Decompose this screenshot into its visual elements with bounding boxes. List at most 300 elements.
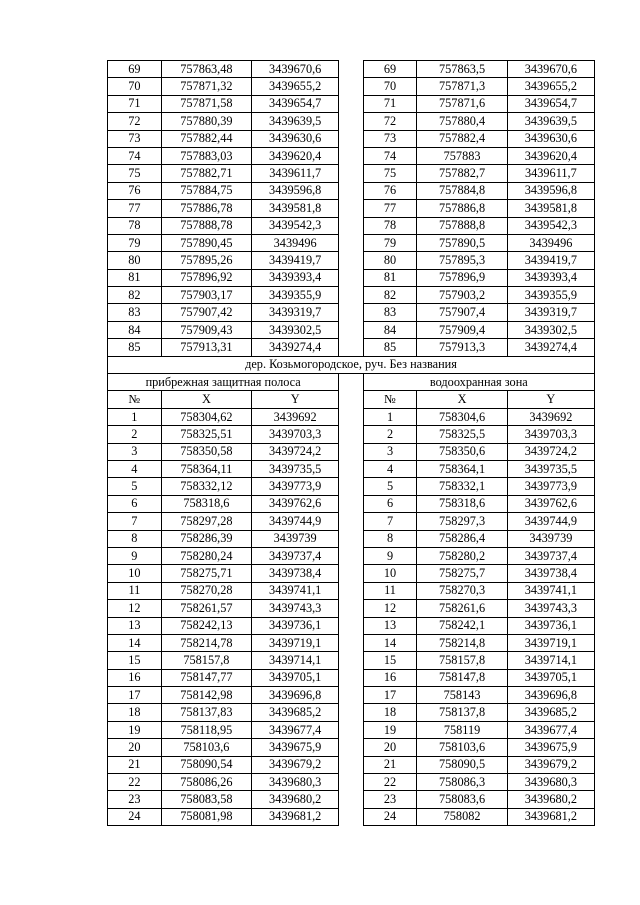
left-point-number-cell: 12	[108, 600, 162, 617]
right-y-coordinate-cell: 3439654,7	[507, 95, 594, 112]
right-point-number-cell: 1	[363, 408, 417, 425]
gap-cell	[339, 582, 363, 599]
gap-cell	[339, 687, 363, 704]
left-y-coordinate-cell: 3439319,7	[252, 304, 339, 321]
left-point-number-cell: 72	[108, 113, 162, 130]
table-row	[108, 130, 595, 147]
left-point-number-cell: 17	[108, 687, 162, 704]
gap-cell	[339, 791, 363, 808]
left-point-number-cell: 77	[108, 200, 162, 217]
left-y-coordinate-cell: 3439741,1	[252, 582, 339, 599]
left-y-coordinate-cell: 3439496	[252, 234, 339, 251]
right-point-number-cell: 69	[363, 61, 417, 78]
left-x-coordinate-cell: 758261,57	[161, 600, 251, 617]
left-point-number-cell: 16	[108, 669, 162, 686]
right-x-coordinate-cell: 758157,8	[417, 652, 507, 669]
right-y-coordinate-cell: 3439355,9	[507, 287, 594, 304]
right-x-coordinate-cell: 758270,3	[417, 582, 507, 599]
left-y-coordinate-cell: 3439719,1	[252, 634, 339, 651]
right-zone-title: водоохранная зона	[363, 374, 594, 391]
left-y-coordinate-cell: 3439655,2	[252, 78, 339, 95]
right-x-coordinate-cell: 757884,8	[417, 182, 507, 199]
right-point-number-cell: 8	[363, 530, 417, 547]
table-row	[108, 652, 595, 669]
left-x-coordinate-cell: 758214,78	[161, 634, 251, 651]
right-x-coordinate-cell: 757903,2	[417, 287, 507, 304]
right-y-coordinate-cell: 3439744,9	[507, 513, 594, 530]
right-point-number-cell: 6	[363, 495, 417, 512]
gap-cell	[339, 217, 363, 234]
left-y-coordinate-cell: 3439736,1	[252, 617, 339, 634]
table-row	[108, 321, 595, 338]
right-x-coordinate-cell: 757880,4	[417, 113, 507, 130]
section-1-body	[108, 61, 595, 357]
table-row	[108, 304, 595, 321]
left-y-coordinate-cell: 3439596,8	[252, 182, 339, 199]
right-y-coordinate-cell: 3439274,4	[507, 339, 594, 356]
left-y-coordinate-cell: 3439670,6	[252, 61, 339, 78]
left-point-number-cell: 74	[108, 147, 162, 164]
right-point-number-cell: 14	[363, 634, 417, 651]
left-point-number-cell: 76	[108, 182, 162, 199]
right-x-coordinate-cell: 757886,8	[417, 200, 507, 217]
right-point-number-cell: 83	[363, 304, 417, 321]
right-point-number-cell: 3	[363, 443, 417, 460]
right-y-coordinate-cell: 3439773,9	[507, 478, 594, 495]
right-x-coordinate-cell: 758090,5	[417, 756, 507, 773]
gap-cell	[339, 252, 363, 269]
right-x-coordinate-cell: 757913,3	[417, 339, 507, 356]
right-x-coordinate-cell: 757896,9	[417, 269, 507, 286]
right-point-number-cell: 79	[363, 234, 417, 251]
left-x-coordinate-cell: 758275,71	[161, 565, 251, 582]
right-y-coordinate-cell: 3439738,4	[507, 565, 594, 582]
left-point-number-cell: 20	[108, 739, 162, 756]
left-x-coordinate-cell: 758118,95	[161, 721, 251, 738]
right-x-coordinate-cell: 758137,8	[417, 704, 507, 721]
gap-cell	[339, 547, 363, 564]
left-x-coordinate-cell: 758147,77	[161, 669, 251, 686]
left-y-coordinate-cell: 3439744,9	[252, 513, 339, 530]
left-x-coordinate-cell: 758286,39	[161, 530, 251, 547]
left-y-coordinate-cell: 3439738,4	[252, 565, 339, 582]
gap-cell	[339, 617, 363, 634]
header-y-right: Y	[507, 391, 594, 408]
left-x-coordinate-cell: 758242,13	[161, 617, 251, 634]
gap-cell	[339, 200, 363, 217]
left-y-coordinate-cell: 3439681,2	[252, 808, 339, 825]
table-row	[108, 808, 595, 825]
table-row	[108, 791, 595, 808]
right-x-coordinate-cell: 758304,6	[417, 408, 507, 425]
right-point-number-cell: 17	[363, 687, 417, 704]
right-x-coordinate-cell: 758214,8	[417, 634, 507, 651]
left-y-coordinate-cell: 3439393,4	[252, 269, 339, 286]
left-x-coordinate-cell: 757883,03	[161, 147, 251, 164]
right-y-coordinate-cell: 3439319,7	[507, 304, 594, 321]
left-x-coordinate-cell: 757913,31	[161, 339, 251, 356]
gap-cell	[339, 287, 363, 304]
table-row	[108, 617, 595, 634]
right-y-coordinate-cell: 3439762,6	[507, 495, 594, 512]
zone-title-row	[108, 374, 595, 391]
section-title-row	[108, 356, 595, 373]
right-y-coordinate-cell: 3439581,8	[507, 200, 594, 217]
left-point-number-cell: 9	[108, 547, 162, 564]
left-point-number-cell: 19	[108, 721, 162, 738]
table-row	[108, 182, 595, 199]
gap-cell	[339, 669, 363, 686]
header-y-left: Y	[252, 391, 339, 408]
right-x-coordinate-cell: 757871,3	[417, 78, 507, 95]
left-y-coordinate-cell: 3439274,4	[252, 339, 339, 356]
left-x-coordinate-cell: 758325,51	[161, 426, 251, 443]
left-x-coordinate-cell: 758083,58	[161, 791, 251, 808]
right-x-coordinate-cell: 758103,6	[417, 739, 507, 756]
left-x-coordinate-cell: 758280,24	[161, 547, 251, 564]
gap-cell	[339, 704, 363, 721]
left-point-number-cell: 1	[108, 408, 162, 425]
gap-cell	[339, 478, 363, 495]
gap-cell	[339, 269, 363, 286]
left-y-coordinate-cell: 3439724,2	[252, 443, 339, 460]
left-y-coordinate-cell: 3439620,4	[252, 147, 339, 164]
right-x-coordinate-cell: 757883	[417, 147, 507, 164]
table-row	[108, 669, 595, 686]
right-x-coordinate-cell: 758147,8	[417, 669, 507, 686]
left-x-coordinate-cell: 757880,39	[161, 113, 251, 130]
right-point-number-cell: 82	[363, 287, 417, 304]
gap-cell	[339, 756, 363, 773]
right-point-number-cell: 20	[363, 739, 417, 756]
gap-cell	[339, 808, 363, 825]
left-point-number-cell: 73	[108, 130, 162, 147]
right-point-number-cell: 11	[363, 582, 417, 599]
right-y-coordinate-cell: 3439737,4	[507, 547, 594, 564]
table-row	[108, 408, 595, 425]
right-y-coordinate-cell: 3439703,3	[507, 426, 594, 443]
right-x-coordinate-cell: 757888,8	[417, 217, 507, 234]
right-point-number-cell: 12	[363, 600, 417, 617]
right-point-number-cell: 18	[363, 704, 417, 721]
left-point-number-cell: 5	[108, 478, 162, 495]
left-point-number-cell: 6	[108, 495, 162, 512]
right-y-coordinate-cell: 3439680,3	[507, 774, 594, 791]
left-y-coordinate-cell: 3439611,7	[252, 165, 339, 182]
right-x-coordinate-cell: 757882,7	[417, 165, 507, 182]
left-y-coordinate-cell: 3439685,2	[252, 704, 339, 721]
header-num-left: №	[108, 391, 162, 408]
right-point-number-cell: 24	[363, 808, 417, 825]
right-x-coordinate-cell: 758364,1	[417, 460, 507, 477]
right-x-coordinate-cell: 757882,4	[417, 130, 507, 147]
left-y-coordinate-cell: 3439705,1	[252, 669, 339, 686]
left-point-number-cell: 83	[108, 304, 162, 321]
left-x-coordinate-cell: 758304,62	[161, 408, 251, 425]
right-point-number-cell: 76	[363, 182, 417, 199]
left-point-number-cell: 78	[108, 217, 162, 234]
table-row	[108, 513, 595, 530]
right-y-coordinate-cell: 3439677,4	[507, 721, 594, 738]
left-y-coordinate-cell: 3439680,2	[252, 791, 339, 808]
gap-cell	[339, 652, 363, 669]
right-x-coordinate-cell: 758297,3	[417, 513, 507, 530]
table-row	[108, 600, 595, 617]
left-y-coordinate-cell: 3439355,9	[252, 287, 339, 304]
left-x-coordinate-cell: 758364,11	[161, 460, 251, 477]
gap-cell	[339, 565, 363, 582]
table-row	[108, 565, 595, 582]
left-y-coordinate-cell: 3439735,5	[252, 460, 339, 477]
right-y-coordinate-cell: 3439655,2	[507, 78, 594, 95]
left-point-number-cell: 13	[108, 617, 162, 634]
table-row	[108, 634, 595, 651]
gap-cell	[339, 78, 363, 95]
right-point-number-cell: 10	[363, 565, 417, 582]
gap-cell	[339, 600, 363, 617]
right-point-number-cell: 13	[363, 617, 417, 634]
left-y-coordinate-cell: 3439696,8	[252, 687, 339, 704]
right-point-number-cell: 9	[363, 547, 417, 564]
right-point-number-cell: 85	[363, 339, 417, 356]
right-point-number-cell: 19	[363, 721, 417, 738]
gap-cell	[339, 304, 363, 321]
table-row	[108, 339, 595, 356]
right-y-coordinate-cell: 3439639,5	[507, 113, 594, 130]
left-point-number-cell: 15	[108, 652, 162, 669]
gap-cell	[339, 374, 363, 391]
left-point-number-cell: 4	[108, 460, 162, 477]
right-y-coordinate-cell: 3439679,2	[507, 756, 594, 773]
left-x-coordinate-cell: 758142,98	[161, 687, 251, 704]
right-point-number-cell: 80	[363, 252, 417, 269]
gap-cell	[339, 530, 363, 547]
gap-cell	[339, 460, 363, 477]
gap-cell	[339, 234, 363, 251]
left-point-number-cell: 85	[108, 339, 162, 356]
left-x-coordinate-cell: 757903,17	[161, 287, 251, 304]
right-y-coordinate-cell: 3439419,7	[507, 252, 594, 269]
right-point-number-cell: 70	[363, 78, 417, 95]
left-x-coordinate-cell: 758137,83	[161, 704, 251, 721]
left-y-coordinate-cell: 3439679,2	[252, 756, 339, 773]
left-y-coordinate-cell: 3439692	[252, 408, 339, 425]
gap-cell	[339, 130, 363, 147]
left-x-coordinate-cell: 757882,44	[161, 130, 251, 147]
table-row	[108, 234, 595, 251]
right-point-number-cell: 21	[363, 756, 417, 773]
left-x-coordinate-cell: 758297,28	[161, 513, 251, 530]
right-x-coordinate-cell: 757871,6	[417, 95, 507, 112]
left-x-coordinate-cell: 757886,78	[161, 200, 251, 217]
left-y-coordinate-cell: 3439737,4	[252, 547, 339, 564]
right-y-coordinate-cell: 3439696,8	[507, 687, 594, 704]
left-point-number-cell: 14	[108, 634, 162, 651]
right-x-coordinate-cell: 758261,6	[417, 600, 507, 617]
left-point-number-cell: 80	[108, 252, 162, 269]
table-row	[108, 287, 595, 304]
left-point-number-cell: 70	[108, 78, 162, 95]
table-row	[108, 687, 595, 704]
gap-cell	[339, 61, 363, 78]
left-point-number-cell: 81	[108, 269, 162, 286]
gap-cell	[339, 321, 363, 338]
header-num-right: №	[363, 391, 417, 408]
right-point-number-cell: 72	[363, 113, 417, 130]
right-x-coordinate-cell: 758350,6	[417, 443, 507, 460]
left-point-number-cell: 18	[108, 704, 162, 721]
left-point-number-cell: 8	[108, 530, 162, 547]
right-y-coordinate-cell: 3439681,2	[507, 808, 594, 825]
right-x-coordinate-cell: 758318,6	[417, 495, 507, 512]
left-point-number-cell: 23	[108, 791, 162, 808]
right-y-coordinate-cell: 3439620,4	[507, 147, 594, 164]
right-x-coordinate-cell: 758082	[417, 808, 507, 825]
left-point-number-cell: 7	[108, 513, 162, 530]
right-y-coordinate-cell: 3439670,6	[507, 61, 594, 78]
right-x-coordinate-cell: 757907,4	[417, 304, 507, 321]
left-x-coordinate-cell: 757863,48	[161, 61, 251, 78]
left-y-coordinate-cell: 3439762,6	[252, 495, 339, 512]
section-2-header	[108, 356, 595, 408]
left-x-coordinate-cell: 758157,8	[161, 652, 251, 669]
right-y-coordinate-cell: 3439692	[507, 408, 594, 425]
left-point-number-cell: 84	[108, 321, 162, 338]
table-row	[108, 200, 595, 217]
left-y-coordinate-cell: 3439743,3	[252, 600, 339, 617]
right-point-number-cell: 73	[363, 130, 417, 147]
left-y-coordinate-cell: 3439703,3	[252, 426, 339, 443]
left-y-coordinate-cell: 3439654,7	[252, 95, 339, 112]
left-point-number-cell: 11	[108, 582, 162, 599]
right-y-coordinate-cell: 3439596,8	[507, 182, 594, 199]
gap-cell	[339, 721, 363, 738]
gap-cell	[339, 165, 363, 182]
right-x-coordinate-cell: 758286,4	[417, 530, 507, 547]
table-row	[108, 269, 595, 286]
gap-cell	[339, 443, 363, 460]
header-x-right: X	[417, 391, 507, 408]
right-point-number-cell: 81	[363, 269, 417, 286]
left-x-coordinate-cell: 757895,26	[161, 252, 251, 269]
table-row	[108, 460, 595, 477]
left-zone-title: прибрежная защитная полоса	[108, 374, 339, 391]
left-x-coordinate-cell: 758350,58	[161, 443, 251, 460]
gap-cell	[339, 513, 363, 530]
table-row	[108, 165, 595, 182]
right-y-coordinate-cell: 3439739	[507, 530, 594, 547]
table-row	[108, 582, 595, 599]
right-x-coordinate-cell: 757909,4	[417, 321, 507, 338]
right-y-coordinate-cell: 3439714,1	[507, 652, 594, 669]
table-row	[108, 252, 595, 269]
section-2-body	[108, 408, 595, 825]
right-y-coordinate-cell: 3439393,4	[507, 269, 594, 286]
right-y-coordinate-cell: 3439724,2	[507, 443, 594, 460]
left-x-coordinate-cell: 757909,43	[161, 321, 251, 338]
left-x-coordinate-cell: 758103,6	[161, 739, 251, 756]
gap-cell	[339, 113, 363, 130]
right-point-number-cell: 84	[363, 321, 417, 338]
left-y-coordinate-cell: 3439680,3	[252, 774, 339, 791]
gap-cell	[339, 408, 363, 425]
right-y-coordinate-cell: 3439705,1	[507, 669, 594, 686]
right-x-coordinate-cell: 758083,6	[417, 791, 507, 808]
right-point-number-cell: 2	[363, 426, 417, 443]
right-x-coordinate-cell: 758119	[417, 721, 507, 738]
right-y-coordinate-cell: 3439611,7	[507, 165, 594, 182]
right-point-number-cell: 78	[363, 217, 417, 234]
left-y-coordinate-cell: 3439542,3	[252, 217, 339, 234]
table-row	[108, 147, 595, 164]
right-x-coordinate-cell: 757895,3	[417, 252, 507, 269]
left-x-coordinate-cell: 757890,45	[161, 234, 251, 251]
left-x-coordinate-cell: 757888,78	[161, 217, 251, 234]
right-point-number-cell: 5	[363, 478, 417, 495]
left-y-coordinate-cell: 3439581,8	[252, 200, 339, 217]
left-x-coordinate-cell: 758090,54	[161, 756, 251, 773]
right-y-coordinate-cell: 3439719,1	[507, 634, 594, 651]
left-x-coordinate-cell: 757871,58	[161, 95, 251, 112]
gap-cell	[339, 426, 363, 443]
table-row	[108, 113, 595, 130]
right-point-number-cell: 4	[363, 460, 417, 477]
right-point-number-cell: 74	[363, 147, 417, 164]
gap-cell	[339, 739, 363, 756]
left-point-number-cell: 79	[108, 234, 162, 251]
right-x-coordinate-cell: 757890,5	[417, 234, 507, 251]
table-row	[108, 78, 595, 95]
right-y-coordinate-cell: 3439675,9	[507, 739, 594, 756]
left-point-number-cell: 10	[108, 565, 162, 582]
left-point-number-cell: 3	[108, 443, 162, 460]
gap-cell	[339, 391, 363, 408]
left-y-coordinate-cell: 3439773,9	[252, 478, 339, 495]
right-point-number-cell: 75	[363, 165, 417, 182]
left-point-number-cell: 24	[108, 808, 162, 825]
left-x-coordinate-cell: 758332,12	[161, 478, 251, 495]
left-y-coordinate-cell: 3439739	[252, 530, 339, 547]
table-row	[108, 704, 595, 721]
header-x-left: X	[161, 391, 251, 408]
right-x-coordinate-cell: 758242,1	[417, 617, 507, 634]
left-point-number-cell: 82	[108, 287, 162, 304]
left-x-coordinate-cell: 758086,26	[161, 774, 251, 791]
right-x-coordinate-cell: 758143	[417, 687, 507, 704]
right-y-coordinate-cell: 3439302,5	[507, 321, 594, 338]
table-row	[108, 426, 595, 443]
right-y-coordinate-cell: 3439496	[507, 234, 594, 251]
right-point-number-cell: 71	[363, 95, 417, 112]
table-row	[108, 530, 595, 547]
right-y-coordinate-cell: 3439735,5	[507, 460, 594, 477]
table-row	[108, 721, 595, 738]
right-x-coordinate-cell: 758332,1	[417, 478, 507, 495]
table-row	[108, 217, 595, 234]
right-x-coordinate-cell: 758325,5	[417, 426, 507, 443]
left-x-coordinate-cell: 758318,6	[161, 495, 251, 512]
left-x-coordinate-cell: 757884,75	[161, 182, 251, 199]
right-y-coordinate-cell: 3439630,6	[507, 130, 594, 147]
right-x-coordinate-cell: 757863,5	[417, 61, 507, 78]
right-y-coordinate-cell: 3439743,3	[507, 600, 594, 617]
table-row	[108, 95, 595, 112]
table-row	[108, 478, 595, 495]
gap-cell	[339, 774, 363, 791]
left-x-coordinate-cell: 757896,92	[161, 269, 251, 286]
right-y-coordinate-cell: 3439741,1	[507, 582, 594, 599]
left-x-coordinate-cell: 757882,71	[161, 165, 251, 182]
